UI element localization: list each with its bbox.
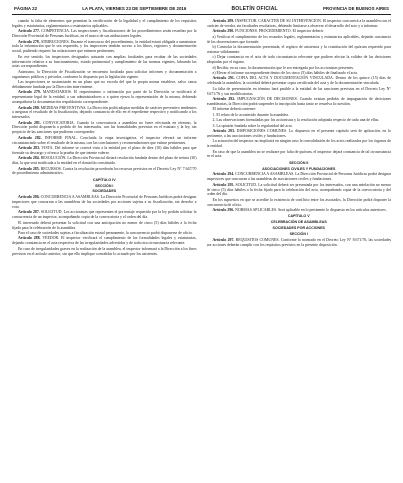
section-heading: SOCIEDADES	[92, 189, 117, 194]
page-header	[12, 3, 391, 14]
publication-title: BOLETÍN OFICIAL	[231, 5, 278, 12]
paragraph: 2. Las observaciones formuladas por los accionistas y la resolución adoptada respecto de cada una de ellas.	[212, 118, 380, 123]
paragraph: Para el caso de sociedades sujetas a fiscalización estatal permanente, la concurrencia podrá disponerse de oficio.	[18, 231, 193, 236]
paragraph: Artículo 278. ATRIBUCIONES. Durante el transcurso del procedimiento, la entidad estará obligada a suministrar toda la información que le sea requerida, y los inspectores tendrán acceso a los libros, registros y documentación social, pudiendo requerir las aclaraciones que estimen pertinentes.	[12, 39, 197, 54]
paragraph: Las inspecciones se sustanciarán en un plazo que no exceda del que la propia norma establece, salvo causa debidamente fundada por la Dirección interviniente.	[12, 80, 197, 89]
paragraph: Artículo 277. COMPETENCIA. Las inspecciones y fiscalizaciones de los procedimientos serán resueltas por la Dirección Provincial de Personas Jurídicas, en el marco de sus atribuciones legales.	[12, 29, 197, 39]
section-heading: CAPÍTULO IV	[92, 177, 116, 182]
province-name: PROVINCIA DE BUENOS AIRES	[322, 6, 389, 11]
page-number: PÁGINA 22	[14, 6, 38, 11]
paragraph: 1. El relato de lo acontecido durante la asamblea.	[212, 112, 289, 117]
paragraph: Artículo 296. NORMAS APLICABLES. Será aplicable en lo pertinente lo dispuesto en los artículos anteriores.	[212, 208, 387, 213]
section-heading: SOCIEDADES POR ACCIONES	[272, 226, 325, 231]
paragraph: Artículo 295. SOLICITUD. La solicitud deberá ser presentada por los interesados, con una antelación no menor de cinco (5) días hábiles a la fecha fijada para la celebración del acto, acompañando copia de la convocatoria y del orden del día.	[206, 182, 391, 197]
paragraph: Artículo 284. RESOLUCIÓN. La Dirección Provincial dictará resolución fundada dentro del plazo de treinta (30) días, la que será notificada a la entidad en el domicilio constituido.	[12, 156, 197, 166]
paragraph: Artículo 279. MANDATARIOS. El requerimiento o intimación por parte de la Dirección se notificará al representante legal de la entidad, a sus administradores o a quien ejerza la representación de la misma, debiendo acompañarse la documentación respaldatoria correspondiente.	[12, 90, 197, 105]
paragraph: Artículo 280. MEDIDAS PREVENTIVAS. La Dirección podrá adoptar medidas de carácter preventivo tendientes a asegurar el resultado de la fiscalización, dejando constancia de ello en el expediente respectivo y notificando a los interesados.	[12, 105, 197, 120]
paragraph: Artículo 288. VEEDOR. El inspector verificará el cumplimiento de las formalidades legales y estatutarias, dejando constancia en el acta respectiva de las irregularidades advertidas y de toda otra circunstancia relevante.	[12, 236, 197, 246]
paragraph: En los supuestos en que se acredite la existencia de conflicto entre los asociados, la Dirección podrá disponer la concurrencia de oficio.	[206, 197, 391, 207]
paragraph: Artículo 294. CONCURRENCIA A ASAMBLEAS. La Dirección Provincial de Personas Jurídicas podrá designar inspectores que concurran a las asambleas de asociaciones civiles y fundaciones.	[206, 172, 391, 182]
paragraph: b) Controlar la documentación presentada, el registro de asistencia y la constitución del quórum requerido para sesionar válidamente.	[206, 45, 391, 54]
paragraph: Artículo 291. COPIA DEL ACTA Y DOCUMENTACIÓN VINCULADA. Dentro de los quince (15) días de celebrada la asamblea, la sociedad deberá presentar copia certificada del acta y de la documentación vinculada.	[206, 76, 391, 86]
paragraph: La falta de presentación en término hará pasible a la entidad de las sanciones previstas en el Decreto Ley N° 8.671/76 y sus modificatorias.	[206, 86, 391, 96]
section-heading: SECCIÓN II	[289, 160, 309, 165]
section-heading: CAPÍTULO V	[287, 214, 310, 219]
body-columns	[12, 19, 391, 477]
paragraph: La actuación del inspector no implicará en ningún caso la convalidación de los actos realizados por los órganos de la entidad.	[206, 139, 391, 149]
paragraph: El interesado deberá presentar la solicitud con una anticipación no menor de cinco (5) días hábiles a la fecha fijada para la celebración de la asamblea.	[12, 220, 197, 230]
paragraph: Artículo 290. FUNCIONES. PROCEDIMIENTO. El inspector deberá:	[212, 29, 324, 34]
paragraph: Artículo 281. CONVOCATORIA. Cuando la convocatoria a asamblea no fuere efectuada en término, la Dirección podrá disponerla a pedido de los interesados, con las formalidades previstas en el estatuto y la ley, sin perjuicio de las sanciones que pudieran corresponder.	[12, 120, 197, 135]
section-heading: SECCIÓN I	[95, 183, 114, 188]
paragraph: Artículo 289. INSPECTOR. CARÁCTER DE SU INTERVENCIÓN. El inspector concurrirá a la asamblea con el carácter de veedor, sin facultades resolutivas, debiendo limitarse a observar el desarrollo del acto y a informar.	[206, 19, 391, 28]
paragraph: En caso de irregularidades graves en la realización de la asamblea, el inspector informará a la Dirección a los fines previstos en el artículo anterior, sin que ello implique convalidar lo actuado por los asistentes.	[12, 246, 197, 256]
paragraph: e) Elevar el informe correspondiente dentro de los cinco (5) días hábiles de finalizado el acto.	[212, 71, 359, 75]
gazette-page	[0, 3, 403, 483]
header-rule	[12, 14, 391, 15]
paragraph: c) Dejar constancia en el acta de toda circunstancia relevante que pudiere afectar la validez de las decisiones adoptadas por el órgano.	[206, 55, 391, 65]
paragraph: El informe deberá contener:	[212, 107, 257, 112]
paragraph: En ese sentido, los inspectores designados actuarán con amplias facultades para recabar de las sociedades información relativa a su funcionamiento, estado patrimonial y cumplimiento de las normas vigentes, labrando las actas correspondientes.	[12, 54, 197, 69]
paragraph: d) Recibir, en su caso, la documentación que le sea entregada por los accionistas presentes.	[212, 65, 354, 70]
section-heading: SECCIÓN I	[289, 232, 308, 237]
paragraph: En caso de que la asamblea no se realizare por falta de quórum, el inspector dejará constancia de tal circunstancia en el acta.	[206, 149, 391, 159]
section-heading: ASOCIACIONES CIVILES Y FUNDACIONES	[262, 166, 336, 171]
paragraph: Artículo 282. INFORME FINAL. Concluida la etapa investigativa, el inspector elevará un informe circunstanciado sobre el resultado de la misma, con las conclusiones y recomendaciones que estime pertinentes.	[12, 135, 197, 145]
paragraph: Artículo 293. DISPOSICIONES COMUNES. Lo dispuesto en el presente capítulo será de aplicación, en lo pertinente, a las asociaciones civiles y fundaciones.	[206, 129, 391, 138]
paragraph: Artículo 283. VISTA. Del informe se correrá vista a la entidad por el plazo de diez (10) días hábiles para que formule su descargo y ofrezca la prueba de que intente valerse.	[12, 146, 197, 155]
column-right	[207, 19, 392, 477]
paragraph: Artículo 287. SOLICITUD. Los accionistas que representen el porcentaje requerido por la ley podrán solicitar la concurrencia de un inspector, acompañando copia de la convocatoria y el orden del día.	[12, 210, 197, 220]
paragraph: Artículo 286. CONCURRENCIA A ASAMBLEAS. La Dirección Provincial de Personas Jurídicas podrá designar inspectores que concurran a las asambleas de las sociedades por acciones sujetas a su fiscalización, sin derecho a voto.	[12, 195, 197, 210]
paragraph: Artículo 285. RECURSOS. Contra la resolución procederán los recursos previstos en el Decreto Ley N° 7.647/70 de procedimiento administrativo.	[12, 166, 197, 176]
issue-date: LA PLATA, VIERNES 23 DE SEPTIEMBRE DE 2016	[82, 6, 187, 11]
paragraph: 3. La opinión fundada sobre la regularidad del acto.	[212, 123, 293, 128]
column-left	[12, 19, 197, 477]
paragraph: Artículo 292. IMPUGNACIÓN DE DECISIONES. Cuando existan pedidos de impugnación de decisiones asamblearias, la Dirección podrá suspender la inscripción hasta tanto se resuelva la cuestión.	[206, 97, 391, 106]
paragraph: a) Verificar el cumplimiento de los recaudos legales, reglamentarios y estatutarios aplicables, dejando constancia de las observaciones que formule.	[206, 34, 391, 44]
paragraph: cuando la falta de elementos que permitan la certificación de la legalidad y el cumplimiento de los requisitos legales y estatutarios, reglamentarios o estatutarios aplicables.	[12, 19, 197, 28]
paragraph: Asimismo, la Dirección de Fiscalización se encuentra facultada para solicitar informes y documentación a organismos públicos y privados, conforme lo dispuesto por la legislación vigente.	[12, 69, 197, 79]
section-heading: CELEBRACIÓN DE ASAMBLEAS	[270, 220, 327, 225]
paragraph: Artículo 297. REQUISITOS COMUNES. Conforme lo normado en el Decreto Ley N° 8.671/76, las sociedades por acciones deberán cumplir con los requisitos previstos en la presente disposición.	[206, 237, 391, 247]
